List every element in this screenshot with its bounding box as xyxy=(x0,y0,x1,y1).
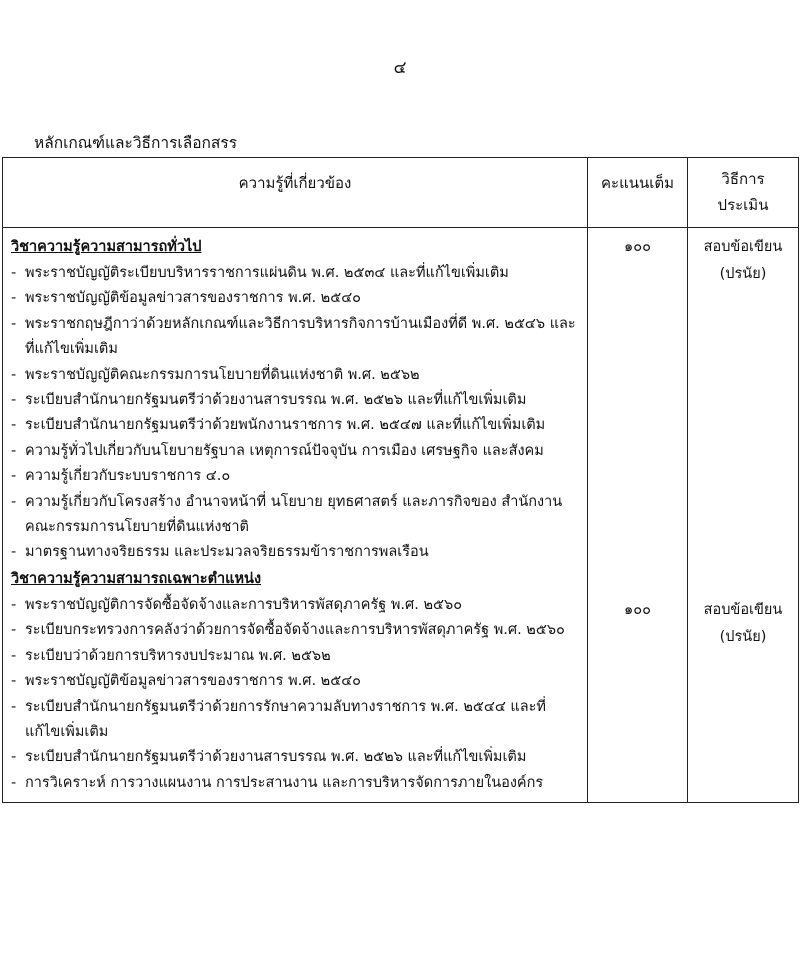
list-item: - พระราชบัญญัติข้อมูลข่าวสารของราชการ พ.ศ. ๒๕๔๐ xyxy=(11,673,362,690)
table-row xyxy=(3,228,799,803)
selection-criteria-table xyxy=(2,157,799,803)
score-cell xyxy=(588,228,688,803)
subject-title: วิชาความรู้ความสามารถทั่วไป xyxy=(11,239,202,255)
header-knowledge: ความรู้ที่เกี่ยวข้อง xyxy=(3,158,588,228)
method-general xyxy=(688,234,798,597)
list-item: - ระเบียบสำนักนายกรัฐมนตรีว่าด้วยงานสารบรรณ พ.ศ. ๒๕๒๖ และที่แก้ไขเพิ่มเติม xyxy=(11,392,527,409)
list-item: - ระเบียบสำนักนายกรัฐมนตรีว่าด้วยการรักษาความลับทางราชการ พ.ศ. ๒๕๔๔ และที่แก้ไขเพิ่มเติม xyxy=(11,698,546,740)
list-item: - พระราชบัญญัติข้อมูลข่าวสารของราชการ พ.ศ. ๒๕๔๐ xyxy=(11,290,362,307)
list-item: - ระเบียบว่าด้วยการบริหารงบประมาณ พ.ศ. ๒๕๖๒ xyxy=(11,647,331,664)
list-item: - ความรู้ทั่วไปเกี่ยวกับนโยบายรัฐบาล เหตุการณ์ปัจจุบัน การเมือง เศรษฐกิจ และสังคม xyxy=(11,442,544,459)
method-general-line2: (ปรนัย) xyxy=(719,266,767,282)
header-method-line2: ประเมิน xyxy=(717,196,769,214)
knowledge-cell xyxy=(3,228,588,803)
list-item: - พระราชกฤษฎีกาว่าด้วยหลักเกณฑ์และวิธีการบริหารกิจการบ้านเมืองที่ดี พ.ศ. ๒๕๔๖ และที่แก้ไขเพิ่มเติม xyxy=(11,315,576,358)
section-heading: หลักเกณฑ์และวิธีการเลือกสรร xyxy=(34,134,238,152)
list-item: - พระราชบัญญัติระเบียบบริหารราชการแผ่นดิน พ.ศ. ๒๕๓๔ และที่แก้ไขเพิ่มเติม xyxy=(11,265,509,281)
table-header-row xyxy=(3,158,799,228)
list-item: - การวิเคราะห์ การวางแผนงาน การประสานงาน และการบริหารจัดการภายในองค์กร xyxy=(11,774,544,791)
list-item: - ระเบียบกระทรวงการคลังว่าด้วยการจัดซื้อจัดจ้างและการบริหารพัสดุภาครัฐ พ.ศ. ๒๕๖๐ xyxy=(11,622,565,639)
score-general: ๑๐๐ xyxy=(624,239,651,255)
score-specific: ๑๐๐ xyxy=(624,602,651,618)
header-full-score: คะแนนเต็ม xyxy=(588,158,688,228)
list-item: - พระราชบัญญัติการจัดซื้อจัดจ้างและการบริหารพัสดุภาครัฐ พ.ศ. ๒๕๖๐ xyxy=(11,596,463,613)
method-cell xyxy=(688,228,799,803)
list-item: - พระราชบัญญัติคณะกรรมการนโยบายที่ดินแห่งชาติ พ.ศ. ๒๕๖๒ xyxy=(11,366,420,383)
header-assessment-method xyxy=(688,158,799,228)
list-item: - ระเบียบสำนักนายกรัฐมนตรีว่าด้วยงานสารบรรณ พ.ศ. ๒๕๒๖ และที่แก้ไขเพิ่มเติม xyxy=(11,749,527,766)
method-specific-line2: (ปรนัย) xyxy=(719,629,767,645)
method-specific-line1: สอบข้อเขียน xyxy=(703,602,783,618)
list-item: - ระเบียบสำนักนายกรัฐมนตรีว่าด้วยพนักงานราชการ พ.ศ. ๒๕๔๗ และที่แก้ไขเพิ่มเติม xyxy=(11,417,546,434)
method-general-line1: สอบข้อเขียน xyxy=(703,239,783,255)
page-number: ๔ xyxy=(393,58,407,78)
list-item: - ความรู้เกี่ยวกับระบบราชการ ๔.๐ xyxy=(11,468,231,485)
subject-title: วิชาความรู้ความสามารถเฉพาะตำแหน่ง xyxy=(11,570,262,587)
list-item: - มาตรฐานทางจริยธรรม และประมวลจริยธรรมข้าราชการพลเรือน xyxy=(11,544,429,561)
method-specific xyxy=(688,597,798,651)
list-item: - ความรู้เกี่ยวกับโครงสร้าง อำนาจหน้าที่ นโยบาย ยุทธศาสตร์ และภารกิจของ สำนักงานคณะกรรมการนโยบายที่ดินแห่งชาติ xyxy=(11,493,563,536)
header-method-line1: วิธีการ xyxy=(721,170,765,188)
